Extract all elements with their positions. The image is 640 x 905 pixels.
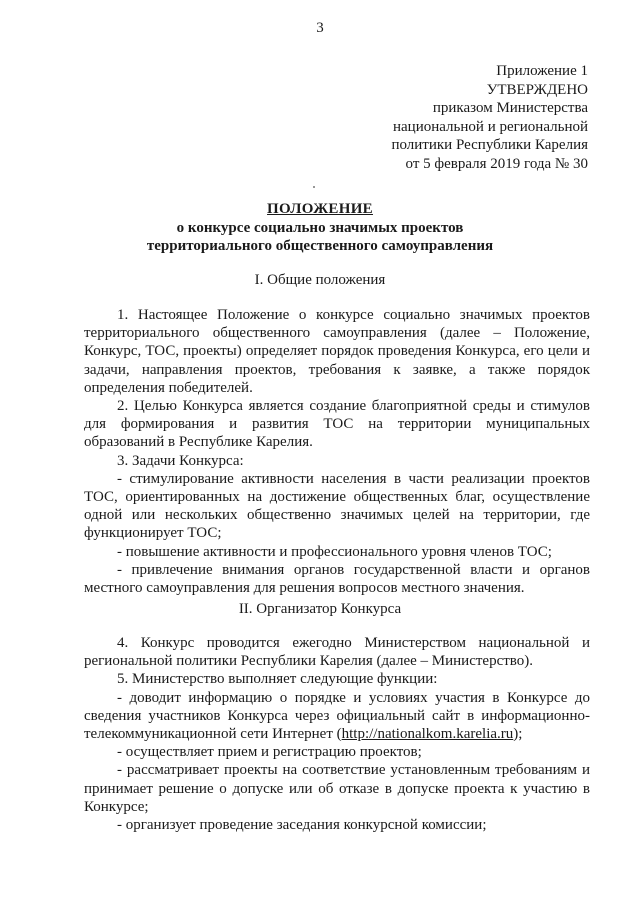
- title-main: ПОЛОЖЕНИЕ: [267, 201, 373, 217]
- approval-line-5: политики Республики Карелия: [391, 137, 588, 154]
- paragraph-1: 1. Настоящее Положение о конкурсе социально значимых проектов территориального общественного самоуправления (далее – Положение, Конкурс, ТОС, проекты) определяет порядок проведения Конкурса, его цели и задачи, направления проектов, требования к заявке, а также порядок определения победителей.: [84, 307, 590, 396]
- approved-label: УТВЕРЖДЕНО: [486, 81, 588, 98]
- scan-speck: [313, 186, 315, 188]
- paragraph-5-item-2: - осуществляет прием и регистрацию проектов;: [117, 744, 422, 761]
- paragraph-5-item-1: [84, 689, 590, 744]
- paragraph-2: 2. Целью Конкурса является создание благоприятной среды и стимулов для формирования и развития ТОС на территории муниципальных образований в Республике Карелия.: [84, 398, 590, 451]
- section-1-body: [84, 306, 590, 597]
- ministry-website-link[interactable]: http://nationalkom.karelia.ru: [341, 726, 514, 743]
- title-line-3: территориального общественного самоуправления: [146, 238, 494, 254]
- page-number: 3: [316, 20, 324, 36]
- section-2-heading: II. Организатор Конкурса: [238, 601, 402, 617]
- paragraph-5-item-4: - организует проведение заседания конкурсной комиссии;: [117, 817, 487, 834]
- item-1-text-before: - доводит информацию о порядке и условиях участия в Конкурсе до сведения участников Конкурса через официальный сайт в информационно-телекоммуникационной сети Интернет (: [84, 689, 590, 743]
- paragraph-5: 5. Министерство выполняет следующие функции:: [117, 671, 438, 688]
- paragraph-4: 4. Конкурс проводится ежегодно Министерством национальной и региональной политики Республики Карелия (далее – Министерство).: [84, 635, 590, 670]
- approval-date-number: от 5 февраля 2019 года № 30: [405, 155, 588, 172]
- paragraph-3: 3. Задачи Конкурса:: [117, 452, 244, 469]
- approval-block: [391, 62, 588, 174]
- document-title: [0, 200, 640, 256]
- approval-line-3: приказом Министерства: [432, 100, 588, 117]
- title-line-2: о конкурсе социально значимых проектов: [176, 219, 464, 236]
- paragraph-3-item-1: - стимулирование активности населения в части реализации проектов ТОС, ориентированных на достижение общественных благ, осуществление одной или нескольких общественно значимых целей на территории, где функционирует ТОС;: [84, 470, 590, 542]
- approval-line-4: национальной и региональной: [393, 118, 588, 135]
- item-1-text-after: );: [513, 726, 523, 743]
- appendix-label: Приложение 1: [496, 63, 588, 79]
- paragraph-3-item-2: - повышение активности и профессионального уровня членов ТОС;: [117, 543, 552, 560]
- paragraph-5-item-3: - рассматривает проекты на соответствие установленным требованиям и принимает решение о допуске или об отказе в допуске проекта к участию в Конкурсе;: [84, 762, 590, 815]
- paragraph-3-item-3: - привлечение внимания органов государственной власти и органов местного самоуправления для решения вопросов местного значения.: [84, 561, 590, 597]
- section-2-body: [84, 634, 590, 834]
- section-1-heading: I. Общие положения: [254, 272, 386, 288]
